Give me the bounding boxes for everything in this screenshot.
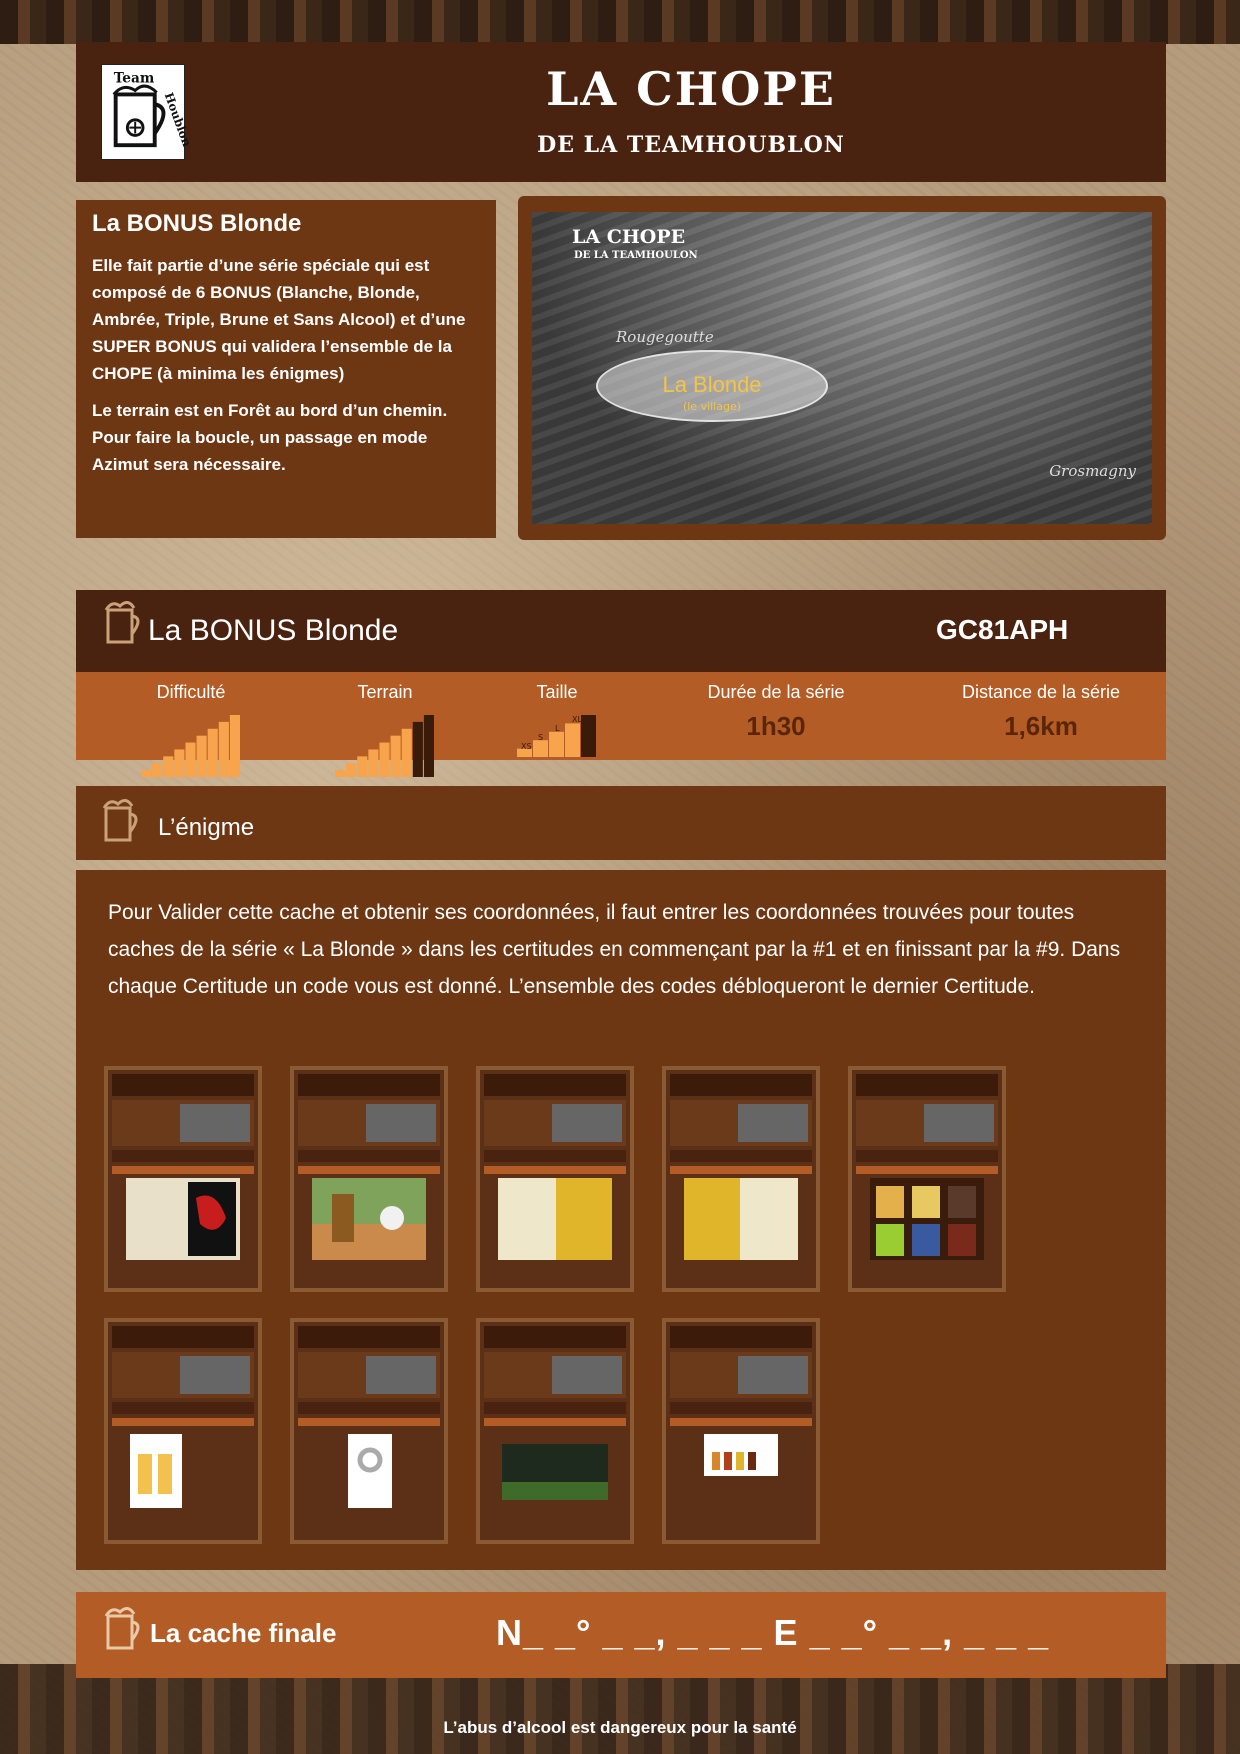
- series-thumbnail: [662, 1318, 820, 1544]
- page-title: LA CHOPE: [546, 62, 836, 116]
- enigme-heading: L’énigme: [158, 814, 255, 841]
- series-thumbnail: [290, 1318, 448, 1544]
- series-thumbnail: [662, 1066, 820, 1292]
- rating-bar: [413, 722, 423, 777]
- rating-bar: [230, 715, 240, 777]
- rating-bar: [565, 723, 580, 757]
- series-thumbnail: [104, 1066, 262, 1292]
- cache-name: La BONUS Blonde: [148, 614, 399, 647]
- rating-bar: [424, 715, 434, 777]
- beer-mug-icon: [102, 598, 144, 646]
- footer-warning: L’abus d’alcool est dangereux pour la santé: [443, 1718, 797, 1737]
- rating-bar: [368, 749, 378, 777]
- rating-bar: [219, 722, 229, 777]
- svg-text:Houblon: Houblon: [161, 90, 195, 149]
- rating-bar: [174, 749, 184, 777]
- rating-bar: [208, 729, 218, 777]
- svg-text:Team: Team: [113, 70, 155, 87]
- terrain-rating-bars: [333, 707, 437, 777]
- cache-code: GC81APH: [936, 614, 1069, 645]
- rating-bar: [152, 763, 162, 777]
- size-tick-label: XS: [521, 742, 532, 751]
- enigme-text: Pour Valider cette cache et obtenir ses coordonnées, il faut entrer les coordonnées trouvées pour toutes caches de la série « La Blonde » dans les certitudes en commençant par la #1 et en finissant par la #9. Dans chaque Certitude un code vous est donné. L’ensemble des codes débloqueront le dernier Certitude.: [108, 901, 1121, 998]
- distance-stat: [926, 682, 1156, 742]
- rating-bar: [141, 770, 151, 777]
- rating-bar: [197, 736, 207, 777]
- series-thumbnail: [476, 1066, 634, 1292]
- rating-bar: [346, 763, 356, 777]
- terrain-label: Terrain: [357, 682, 413, 702]
- intro-paragraph-2: Le terrain est en Forêt au bord d’un chemin. Pour faire la boucle, un passage en mode Azimut sera nécessaire.: [92, 401, 448, 474]
- map-frame: [518, 196, 1166, 540]
- cache-header: [76, 590, 1166, 672]
- duration-stat: [676, 682, 876, 742]
- final-cache-section: [76, 1592, 1166, 1678]
- beer-mug-icon: [100, 796, 142, 844]
- map-title: LA CHOPE: [572, 226, 686, 248]
- rating-bar: [379, 743, 389, 777]
- series-thumbnail: [290, 1066, 448, 1292]
- page-subtitle: DE LA TEAMHOUBLON: [537, 132, 845, 158]
- rating-bar: [581, 715, 596, 757]
- series-thumbnail: [848, 1066, 1006, 1292]
- difficulty-stat: [126, 682, 256, 777]
- rating-bar: [335, 770, 345, 777]
- terrain-stat: [320, 682, 450, 777]
- difficulty-rating-bars: [139, 707, 243, 777]
- intro-heading: La BONUS Blonde: [92, 210, 302, 237]
- rating-bar: [185, 743, 195, 777]
- size-tick-label: L: [555, 724, 560, 733]
- size-label: Taille: [536, 682, 578, 702]
- series-thumbnail: [476, 1318, 634, 1544]
- size-tick-label: XL: [572, 715, 582, 724]
- distance-value: 1,6km: [1004, 711, 1078, 741]
- final-cache-label: La cache finale: [150, 1618, 337, 1648]
- size-rating-bars: [515, 707, 599, 757]
- final-coordinates: N_ _° _ _, _ _ _ E _ _° _ _, _ _ _: [496, 1612, 1050, 1653]
- distance-label: Distance de la série: [961, 682, 1121, 702]
- rating-bar: [391, 736, 401, 777]
- map-subtitle: DE LA TEAMHOULON: [574, 250, 698, 261]
- decorative-top-border: [0, 0, 1240, 44]
- rating-bar: [402, 729, 412, 777]
- aerial-map-image: [532, 212, 1152, 524]
- cache-stats-row: [76, 672, 1166, 760]
- rating-bar: [357, 756, 367, 777]
- rating-bar: [549, 732, 564, 757]
- series-thumbnail: [104, 1318, 262, 1544]
- size-stat: [492, 682, 622, 757]
- duration-label: Durée de la série: [707, 682, 845, 702]
- map-place-grosmagny: Grosmagny: [1049, 462, 1136, 480]
- beer-mug-icon: [102, 1604, 144, 1652]
- page-header: [76, 42, 1166, 182]
- difficulty-label: Difficulté: [156, 682, 226, 702]
- rating-bar: [533, 740, 548, 757]
- duration-value: 1h30: [746, 711, 806, 741]
- intro-paragraph-1: Elle fait partie d’une série spéciale qui est composé de 6 BONUS (Blanche, Blonde, Ambrée, Triple, Brune et Sans Alcool) et d’une SUPER BONUS qui validera l’ensemble de la CHOPE (à minima les énigmes): [92, 256, 466, 383]
- intro-section: [76, 200, 496, 538]
- map-highlight-sublabel: (le village): [682, 400, 742, 413]
- map-place-rougegoutte: Rougegoutte: [616, 328, 714, 346]
- size-tick-label: S: [538, 733, 544, 742]
- rating-bar: [163, 756, 173, 777]
- enigme-body: [76, 870, 1166, 1570]
- map-highlight-label: La Blonde: [662, 372, 762, 397]
- enigme-header: [76, 786, 1166, 860]
